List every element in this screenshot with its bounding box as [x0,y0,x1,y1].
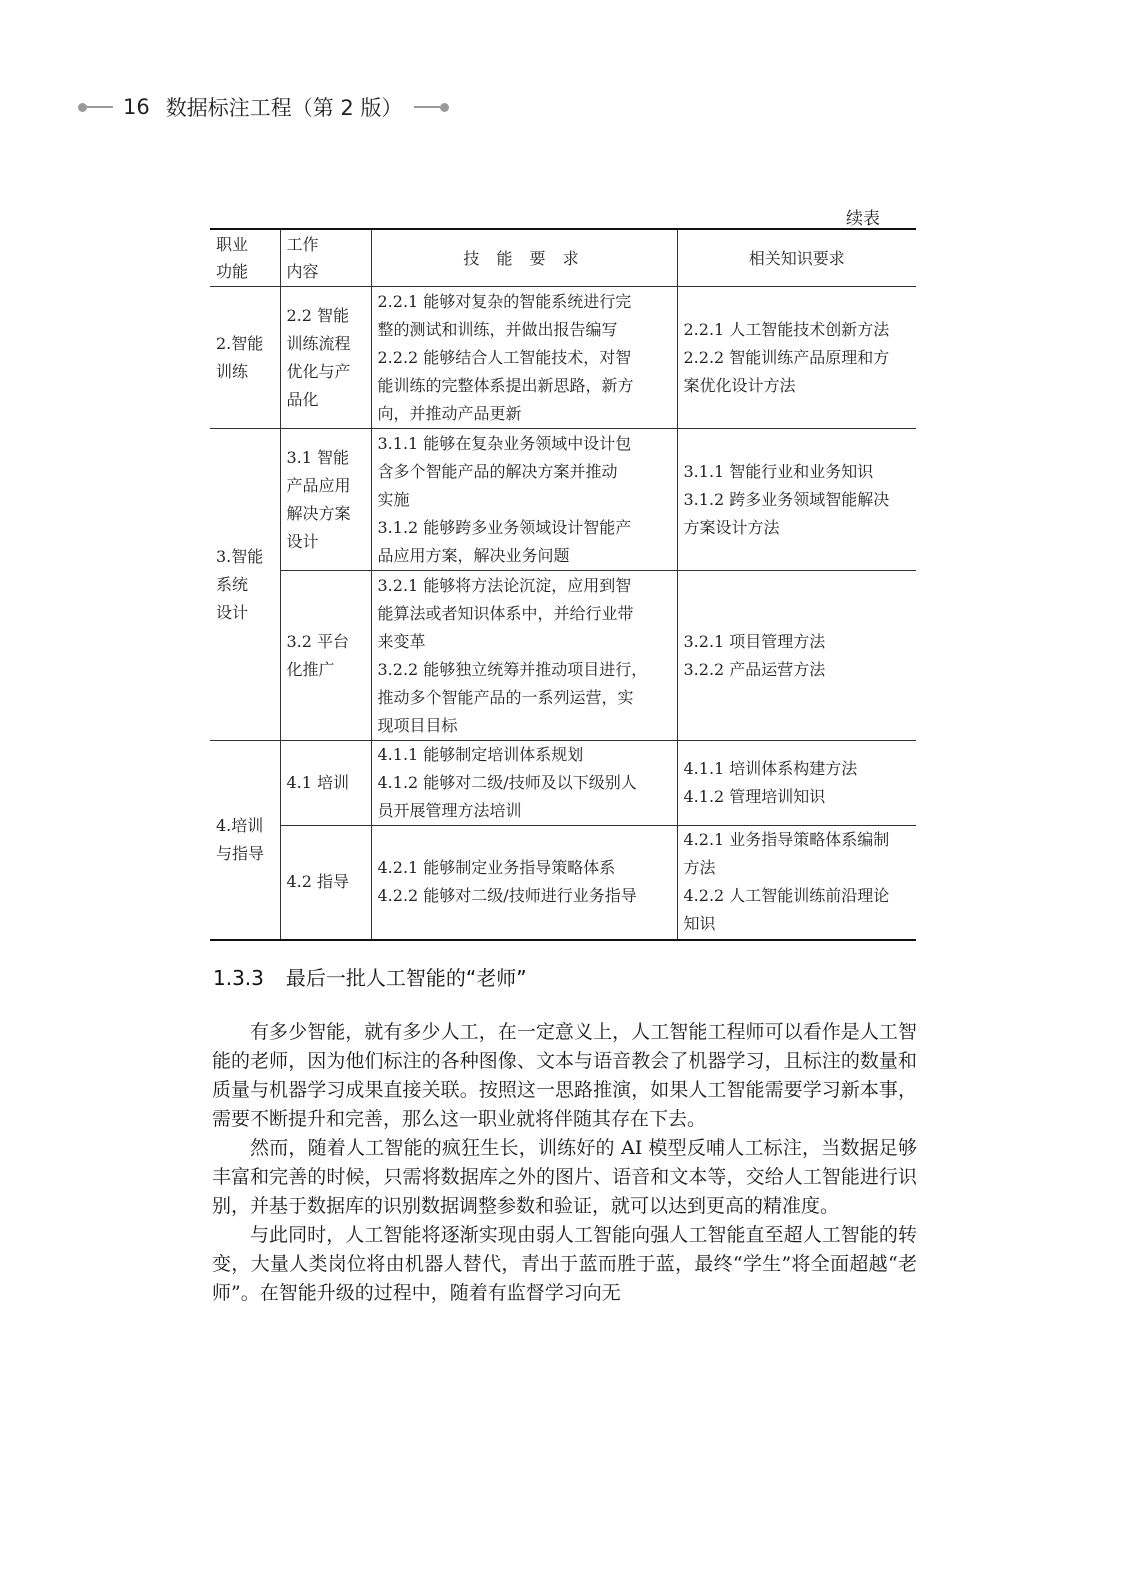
cell-line: 员开展管理方法培训 [377,801,522,820]
cell-line: 训练流程 [286,333,351,353]
header-dot-left [78,103,87,112]
cell-line: 方案设计方法 [683,517,780,537]
table-header-row [210,229,916,287]
cell-line: 3.1 智能 [286,447,350,467]
cell-line: 2.2.1 人工智能技术创新方法 [683,319,890,339]
cell-line: 4.2.1 能够制定业务指导策略体系 [377,858,616,878]
cell-line: 2.2.2 智能训练产品原理和方 [683,347,890,367]
column-header-knowledge: 相关知识要求 [677,229,916,287]
page-number: 16 [123,95,150,119]
cell-line: 2.2.1 能够对复杂的智能系统进行完 [377,291,632,311]
table-row [210,826,916,940]
cell-line: 3.2.1 项目管理方法 [683,631,826,651]
function-cell [210,741,280,940]
cell-line: 工作 [286,235,319,254]
paragraph: 与此同时，人工智能将逐渐实现由弱人工智能向强人工智能直至超人工智能的转变，大量人类岗位将由机器人替代，青出于蓝而胜于蓝，最终“学生”将全面超越“老师”。在智能升级的过程中，随着有监督学习向无 [212,1224,917,1304]
cell-line: 2.2 智能 [286,305,350,325]
table-row [210,287,916,429]
cell-line: 产品应用 [286,475,351,495]
cell-line: 化推广 [286,659,335,679]
function-cell [210,287,280,429]
header-rule-right [414,106,440,108]
content-cell: 4.2 指导 [280,826,371,940]
table-row [210,741,916,826]
cell-line: 方法 [683,858,716,878]
running-header [78,90,449,124]
cell-line: 4.培训 [216,815,264,835]
cell-line: 3.智能 [216,546,264,566]
cell-line: 4.2.2 人工智能训练前沿理论 [683,886,890,906]
cell-line: 3.1.2 能够跨多业务领域设计智能产 [377,517,632,537]
cell-line: 能算法或者知识体系中，并给行业带 [377,603,634,623]
body-text [212,1018,917,1308]
cell-line: 4.2.2 能够对二级/技师进行业务指导 [377,886,637,906]
cell-line: 4.1.1 培训体系构建方法 [683,759,858,778]
section-number: 1.3.3 [213,966,264,990]
cell-line: 功能 [216,262,249,281]
content-cell [280,287,371,429]
skills-cell [371,429,677,571]
cell-line: 3.2 平台 [286,631,350,651]
cell-line: 解决方案 [286,503,351,523]
skills-cell [371,571,677,741]
cell-line: 3.2.2 产品运营方法 [683,659,826,679]
section-heading [213,962,527,991]
skills-cell [371,826,677,940]
cell-line: 向，并推动产品更新 [377,403,522,423]
knowledge-cell [677,287,916,429]
cell-line: 来变革 [377,631,426,651]
cell-line: 职业 [216,235,249,254]
knowledge-cell [677,429,916,571]
knowledge-cell [677,826,916,940]
cell-line: 3.1.1 能够在复杂业务领域中设计包 [377,433,632,453]
cell-line: 系统 [216,574,249,594]
cell-line: 知识 [683,914,716,934]
cell-line: 整的测试和训练，并做出报告编写 [377,319,618,339]
content-cell [280,429,371,571]
skills-table [210,228,916,941]
header-dot-right [440,103,449,112]
content-cell [280,571,371,741]
content-cell: 4.1 培训 [280,741,371,826]
cell-line: 含多个智能产品的解决方案并推动 [377,461,618,481]
knowledge-cell [677,741,916,826]
cell-line: 能训练的完整体系提出新思路，新方 [377,375,634,395]
cell-line: 3.1.2 跨多业务领域智能解决 [683,489,890,509]
cell-line: 设计 [286,531,319,551]
paragraph: 然而，随着人工智能的疯狂生长，训练好的 AI 模型反哺人工标注，当数据足够丰富和完善的时候，只需将数据库之外的图片、语音和文本等，交给人工智能进行识别，并基于数据库的识别数据调整参数和验证，就可以达到更高的精准度。 [212,1137,917,1217]
table-continuation-label: 续表 [846,209,880,229]
cell-line: 优化与产 [286,361,351,381]
cell-line: 品化 [286,389,319,409]
table-row [210,571,916,741]
cell-line: 实施 [377,489,410,509]
cell-line: 与指导 [216,843,265,863]
cell-line: 3.2.1 能够将方法论沉淀，应用到智 [377,575,632,595]
knowledge-cell [677,571,916,741]
cell-line: 2.智能 [216,333,264,353]
cell-line: 2.2.2 能够结合人工智能技术，对智 [377,347,632,367]
cell-line: 设计 [216,602,249,622]
cell-line: 4.2.1 业务指导策略体系编制 [683,830,890,850]
skills-cell [371,741,677,826]
section-title: 最后一批人工智能的“老师” [285,966,527,990]
function-cell [210,429,280,741]
table-row [210,429,916,571]
cell-line: 4.1.1 能够制定培训体系规划 [377,745,584,764]
cell-line: 内容 [286,262,319,281]
cell-line: 训练 [216,361,249,381]
header-rule-left [87,106,113,108]
cell-line: 推动多个智能产品的一系列运营，实 [377,687,634,707]
cell-line: 现项目目标 [377,715,458,735]
column-header-content [280,229,371,287]
cell-line: 3.1.1 智能行业和业务知识 [683,461,874,481]
cell-line: 案优化设计方法 [683,375,796,395]
skills-cell [371,287,677,429]
cell-line: 品应用方案，解决业务问题 [377,545,570,565]
paragraph: 有多少智能，就有多少人工，在一定意义上，人工智能工程师可以看作是人工智能的老师，因为他们标注的各种图像、文本与语音教会了机器学习，且标注的数量和质量与机器学习成果直接关联。按照这一思路推演，如果人工智能需要学习新本事，需要不断提升和完善，那么这一职业就将伴随其存在下去。 [212,1021,917,1130]
cell-line: 4.1.2 管理培训知识 [683,787,826,806]
column-header-function [210,229,280,287]
cell-line: 4.1.2 能够对二级/技师及以下级别人 [377,773,637,792]
book-title: 数据标注工程（第 2 版） [165,96,403,120]
cell-line: 3.2.2 能够独立统筹并推动项目进行， [377,659,648,679]
column-header-skills: 技 能 要 求 [371,229,677,287]
